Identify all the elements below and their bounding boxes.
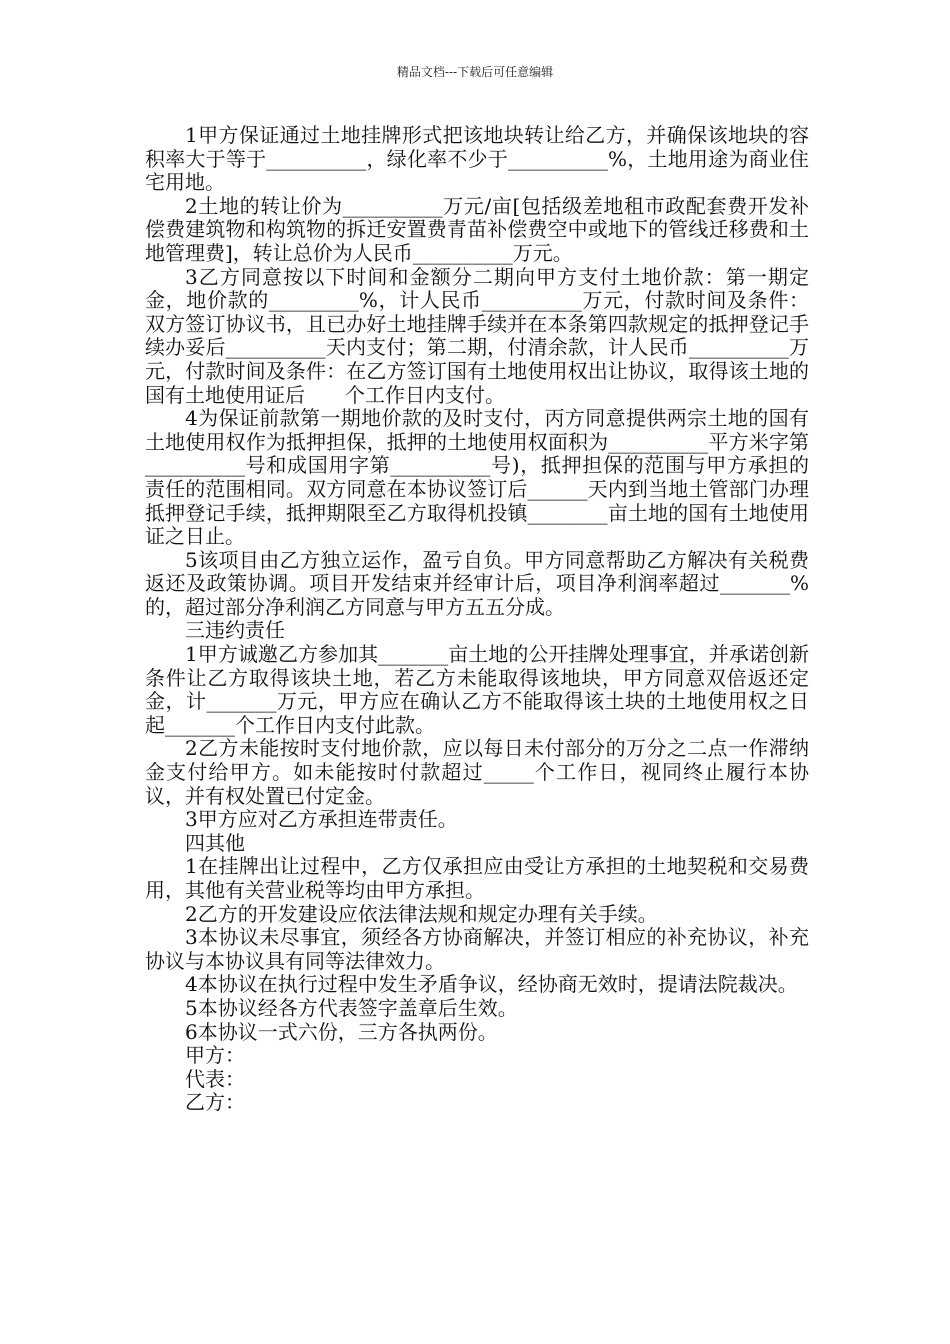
signature-party-a: 甲方： [185, 1043, 245, 1068]
clause-breach-party-b: 2乙方未能按时支付地价款，应以每日未付部分的万分之二点一作滞纳金支付给甲方。如未能按时付款超过_____个工作日，视同终止履行本协议，并有权处置已付定金。 [145, 736, 809, 808]
signature-party-b: 乙方： [185, 1090, 245, 1115]
clause-legal-procedures: 2乙方的开发建设应依法律法规和规定办理有关手续。 [185, 901, 658, 926]
clause-payment-schedule: 3乙方同意按以下时间和金额分二期向甲方支付土地价款：第一期定金，地价款的_________%，计人民币__________万元，付款时间及条件：双方签订协议书，且已办好土地挂牌手续并在本条第四款规定的抵押登记手续办妥后__________天内支付；第二期，付清余款，计人民币__________万元，付款时间及条件：在乙方签订国有土地使用权出让协议，取得该土地的国有土地使用证后 个工作日内支付。 [145, 264, 809, 407]
signature-representative: 代表： [185, 1066, 245, 1091]
clause-independent-operation: 5该项目由乙方独立运作，盈亏自负。甲方同意帮助乙方解决有关税费返还及政策协调。项目开发结束并经审计后，项目净利润率超过_______%的，超过部分净利润乙方同意与甲方五五分成。 [145, 547, 809, 619]
clause-joint-liability: 3甲方应对乙方承担连带责任。 [185, 807, 458, 832]
clause-mortgage-guarantee: 4为保证前款第一期地价款的及时支付，丙方同意提供两宗土地的国有土地使用权作为抵押担保，抵押的土地使用权面积为__________平方米字第__________号和成国用字第__________号)，抵押担保的范围与甲方承担的责任的范围相同。双方同意在本协议签订后______天内到当地土管部门办理抵押登记手续，抵押期限至乙方取得机投镇________亩土地的国有土地使用证之日止。 [145, 406, 809, 549]
clause-transfer-price: 2土地的转让价为__________万元/亩[包括级差地租市政配套费开发补偿费建筑物和构筑物的拆迁安置费青苗补偿费空中或地下的管线迁移费和土地管理费]，转让总价为人民币__________万元。 [145, 193, 809, 265]
document-body [145, 124, 809, 1115]
clause-breach-party-a: 1甲方诚邀乙方参加其_______亩土地的公开挂牌处理事宜，并承诺创新条件让乙方取得该块土地，若乙方未能取得该地块，甲方同意双倍返还定金，计_______万元，甲方应在确认乙方不能取得该土块的土地使用权之日起_______个工作日内支付此款。 [145, 642, 809, 737]
clause-dispute-resolution: 4本协议在执行过程中发生矛盾争议，经协商无效时，提请法院裁决。 [185, 972, 798, 997]
clause-effective: 5本协议经各方代表签字盖章后生效。 [185, 995, 518, 1020]
clause-copies: 6本协议一式六份，三方各执两份。 [185, 1019, 498, 1044]
clause-supplementary-agreement: 3本协议未尽事宜，须经各方协商解决，并签订相应的补充协议，补充协议与本协议具有同等法律效力。 [145, 925, 809, 973]
section-heading-breach: 三违约责任 [185, 618, 285, 643]
page-header: 精品文档---下载后可任意编辑 [396, 65, 554, 79]
section-heading-other: 四其他 [185, 830, 245, 855]
clause-land-transfer: 1甲方保证通过土地挂牌形式把该地块转让给乙方，并确保该地块的容积率大于等于__________，绿化率不少于__________%，土地用途为商业住宅用地。 [145, 123, 809, 195]
clause-taxes: 1在挂牌出让过程中，乙方仅承担应由受让方承担的土地契税和交易费用，其他有关营业税等均由甲方承担。 [145, 854, 809, 902]
